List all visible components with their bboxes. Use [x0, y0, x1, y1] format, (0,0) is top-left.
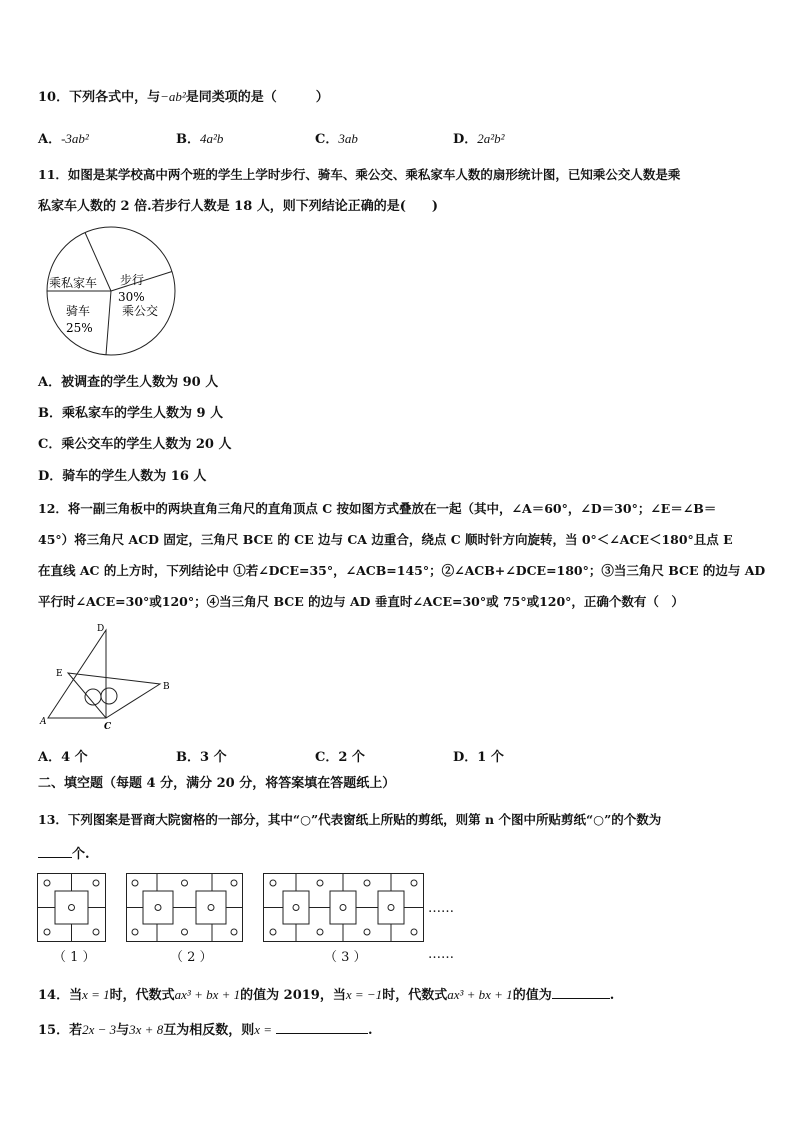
section-two-heading: 二、填空题（每题 4 分，满分 20 分，将答案填在答题纸上）	[38, 776, 396, 791]
q13-caption-2: （ 2 ）	[170, 950, 213, 965]
q14-answer-blank[interactable]	[552, 984, 610, 999]
q11-option-c[interactable]: C．乘公交车的学生人数为 20 人	[38, 437, 232, 452]
pie-label-car: 乘私家车	[49, 276, 98, 290]
q12-stem-line2: 45°）将三角尺 ACD 固定，三角尺 BCE 的 CE 边与 CA 边重合，绕点 C 顺时针方向旋转，当 0°＜∠ACE＜180°且点 E	[38, 532, 733, 547]
q11-stem-line1: 11．如图是某学校高中两个班的学生上学时步行、骑车、乘公交、乘私家车人数的扇形统计图，已知乘公交人数是乘	[38, 167, 681, 182]
q13-caption-3: （ 3 ）	[324, 950, 367, 965]
q10-option-a[interactable]: A．-3ab²	[38, 131, 89, 147]
q12-stem-line1: 12．将一副三角板中的两块直角三角尺的直角顶点 C 按如图方式叠放在一起（其中，∠A＝60°，∠D＝30°；∠E＝∠B＝	[38, 501, 717, 516]
q15-answer-blank[interactable]	[276, 1019, 368, 1034]
q11-pie-chart	[42, 226, 182, 356]
q15-stem: 15．若2x − 3与3x + 8互为相反数，则x = .	[38, 1019, 373, 1040]
pie-label-walk-pct: 30%	[118, 290, 145, 304]
q14-expression-2: ax³ + bx + 1	[447, 987, 513, 1002]
q10-option-c[interactable]: C．3ab	[315, 131, 358, 147]
q12-option-c[interactable]: C．2 个	[315, 750, 365, 765]
q10-option-b[interactable]: B．4a²b	[176, 131, 224, 147]
q12-option-a[interactable]: A．4 个	[38, 750, 88, 765]
q12-option-d[interactable]: D．1 个	[453, 750, 504, 765]
q11-stem-line2: 私家车人数的 2 倍.若步行人数是 18 人，则下列结论正确的是( )	[38, 199, 439, 214]
q10-stem: 10．下列各式中，与−ab²是同类项的是（ ）	[38, 89, 329, 105]
pie-label-bus: 乘公交	[122, 304, 159, 318]
pie-label-bike-pct: 25%	[66, 321, 93, 335]
triangle-bce	[68, 673, 160, 718]
q13-ellipsis-bottom: ……	[428, 947, 454, 962]
q12-stem-line4: 平行时∠ACE=30°或120°；④当三角尺 BCE 的边与 AD 垂直时∠ACE=30°或 75°或120°，正确个数有（ ）	[38, 594, 684, 609]
q13-stem-line2: 个.	[38, 843, 90, 864]
q12-option-b[interactable]: B．3 个	[176, 750, 227, 765]
point-c-label: C	[104, 722, 112, 732]
point-b-label: B	[163, 682, 170, 692]
point-a-label: A	[40, 717, 47, 727]
q13-window-pattern-2	[126, 873, 244, 943]
q10-option-d[interactable]: D．2a²b²	[453, 131, 505, 147]
q14-expression-1: ax³ + bx + 1	[174, 987, 241, 1002]
point-e-label: E	[56, 669, 63, 679]
angle-mark-right	[101, 688, 117, 704]
q13-ellipsis-top: ……	[428, 901, 454, 916]
q11-option-a[interactable]: A．被调查的学生人数为 90 人	[38, 375, 219, 390]
pie-label-walk: 步行	[120, 273, 145, 287]
q13-caption-1: （ 1 ）	[53, 950, 96, 965]
pie-label-bike: 骑车	[66, 304, 91, 318]
q13-answer-blank[interactable]	[38, 843, 72, 858]
q13-window-pattern-3	[263, 873, 425, 943]
q13-stem-line1: 13．下列图案是晋商大院窗格的一部分，其中“○”代表窗纸上所贴的剪纸，则第 n 个图中所贴剪纸“○”的个数为	[38, 812, 662, 827]
point-d-label: D	[97, 624, 105, 634]
q11-option-b[interactable]: B．乘私家车的学生人数为 9 人	[38, 406, 224, 421]
q11-option-d[interactable]: D．骑车的学生人数为 16 人	[38, 469, 207, 484]
q10-expression: −ab²	[160, 89, 186, 104]
q13-window-pattern-1	[37, 873, 107, 943]
q14-stem: 14．当x = 1时，代数式ax³ + bx + 1的值为 2019，当x = −1时，代数式ax³ + bx + 1的值为 .	[38, 984, 614, 1005]
pie-divider-bus-bike	[106, 291, 111, 355]
q12-triangle-diagram	[38, 620, 178, 740]
q12-stem-line3: 在直线 AC 的上方时，下列结论中 ①若∠DCE=35°，∠ACB=145°；②∠ACB+∠DCE=180°；③当三角尺 BCE 的边与 AD	[38, 563, 766, 578]
